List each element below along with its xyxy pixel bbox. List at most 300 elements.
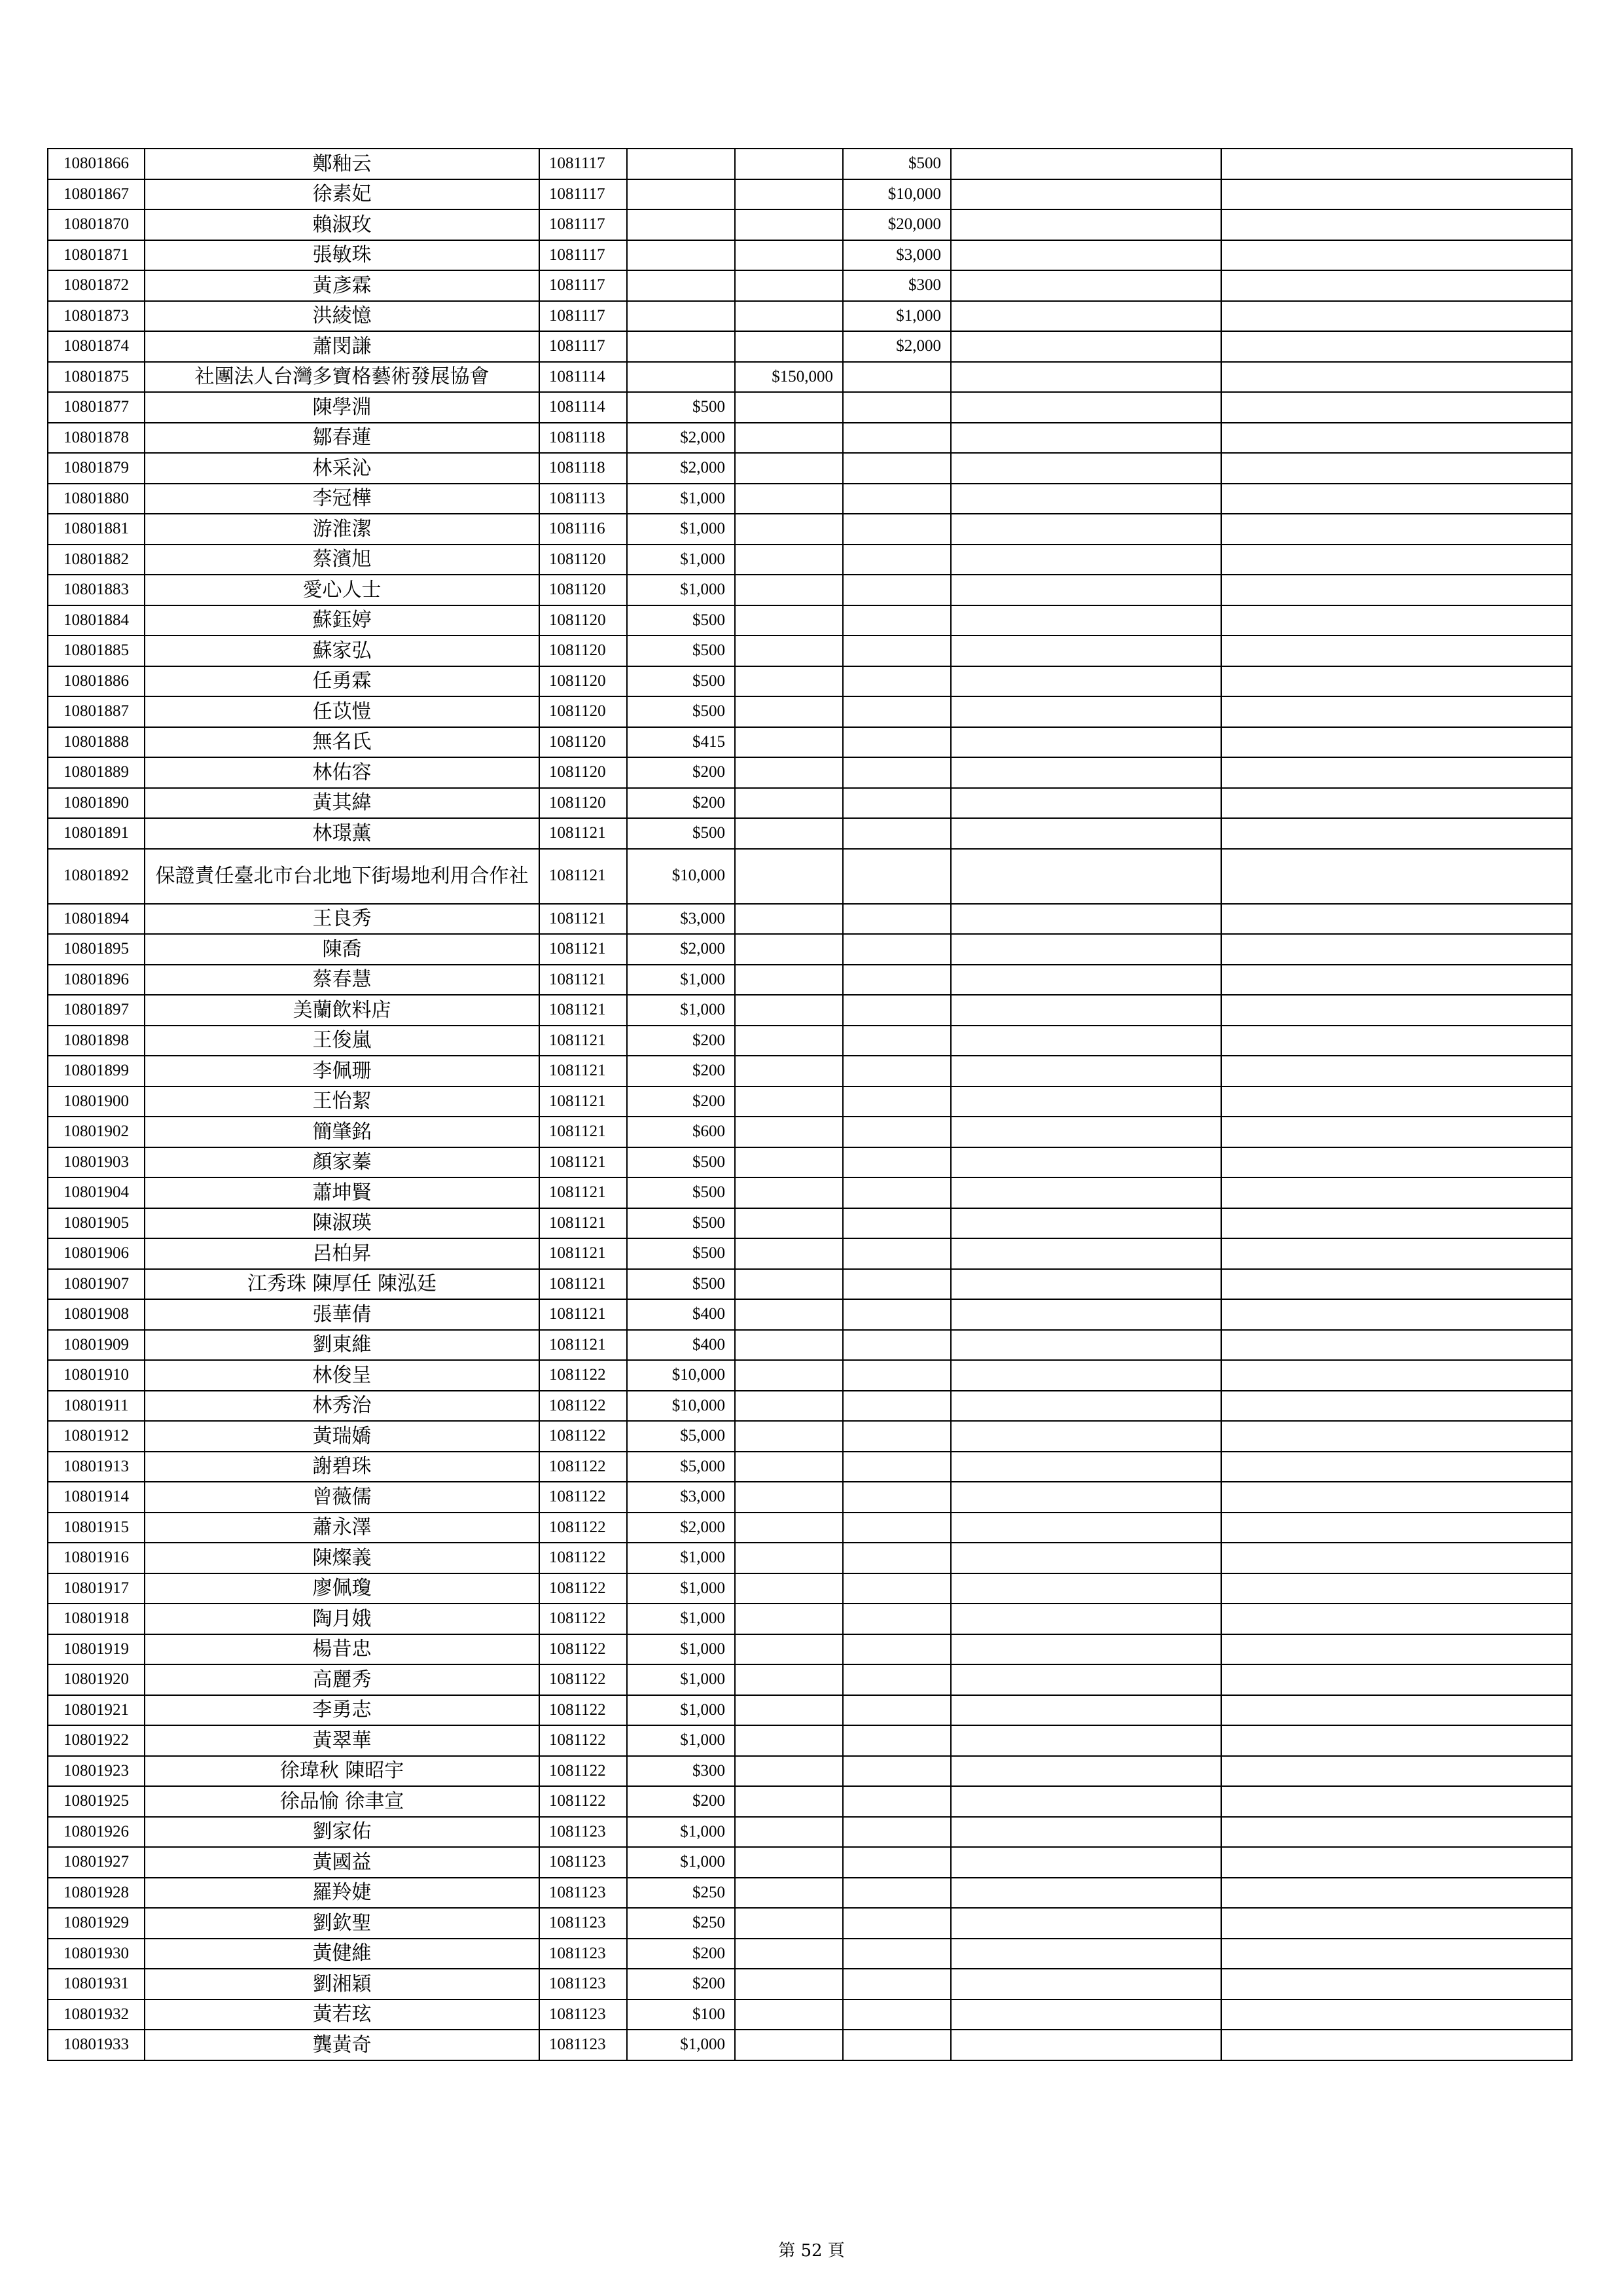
table-row xyxy=(48,1878,1572,1909)
remark-col1-cell xyxy=(951,1391,1221,1422)
remark-col1-cell xyxy=(951,788,1221,819)
remark-col1-cell xyxy=(951,301,1221,332)
amount-col3-cell xyxy=(843,1664,951,1695)
amount-col1-cell: $500 xyxy=(627,636,735,666)
donor-name-cell: 劉家佑 xyxy=(145,1817,539,1848)
remark-col2-cell xyxy=(1221,1299,1572,1330)
remark-col1-cell xyxy=(951,270,1221,301)
amount-col2-cell xyxy=(735,1177,843,1208)
amount-col1-cell: $200 xyxy=(627,1086,735,1117)
date-cell: 1081122 xyxy=(539,1513,627,1543)
donor-name-cell: 李佩珊 xyxy=(145,1056,539,1086)
remark-col2-cell xyxy=(1221,1786,1572,1817)
remark-col1-cell xyxy=(951,1664,1221,1695)
amount-col1-cell: $415 xyxy=(627,727,735,758)
remark-col2-cell xyxy=(1221,1208,1572,1239)
receipt-number-cell: 10801867 xyxy=(48,179,145,210)
amount-col2-cell xyxy=(735,1391,843,1422)
receipt-number-cell: 10801898 xyxy=(48,1026,145,1056)
date-cell: 1081123 xyxy=(539,1847,627,1878)
amount-col1-cell: $10,000 xyxy=(627,849,735,904)
amount-col1-cell xyxy=(627,179,735,210)
date-cell: 1081121 xyxy=(539,1117,627,1147)
receipt-number-cell: 10801890 xyxy=(48,788,145,819)
amount-col3-cell: $2,000 xyxy=(843,331,951,362)
remark-col2-cell xyxy=(1221,362,1572,393)
date-cell: 1081121 xyxy=(539,1238,627,1269)
remark-col1-cell xyxy=(951,818,1221,849)
donor-name-cell: 黃若玹 xyxy=(145,2000,539,2030)
date-cell: 1081117 xyxy=(539,270,627,301)
amount-col3-cell xyxy=(843,1725,951,1756)
amount-col3-cell xyxy=(843,636,951,666)
remark-col1-cell xyxy=(951,484,1221,514)
amount-col1-cell: $100 xyxy=(627,2000,735,2030)
amount-col1-cell: $300 xyxy=(627,1756,735,1787)
remark-col1-cell xyxy=(951,1299,1221,1330)
donor-name-cell: 陳喬 xyxy=(145,934,539,965)
table-row xyxy=(48,1664,1572,1695)
date-cell: 1081122 xyxy=(539,1634,627,1665)
donor-name-cell: 賴淑玫 xyxy=(145,209,539,240)
amount-col1-cell: $1,000 xyxy=(627,514,735,545)
table-row xyxy=(48,545,1572,575)
remark-col1-cell xyxy=(951,727,1221,758)
table-row xyxy=(48,849,1572,904)
amount-col3-cell xyxy=(843,1299,951,1330)
donor-name-cell: 徐瑋秋 陳昭宇 xyxy=(145,1756,539,1787)
amount-col2-cell xyxy=(735,904,843,935)
remark-col2-cell xyxy=(1221,636,1572,666)
remark-col2-cell xyxy=(1221,1269,1572,1300)
table-row xyxy=(48,484,1572,514)
remark-col1-cell xyxy=(951,1056,1221,1086)
receipt-number-cell: 10801891 xyxy=(48,818,145,849)
amount-col1-cell: $1,000 xyxy=(627,1664,735,1695)
remark-col2-cell xyxy=(1221,2000,1572,2030)
receipt-number-cell: 10801919 xyxy=(48,1634,145,1665)
date-cell: 1081123 xyxy=(539,1817,627,1848)
remark-col1-cell xyxy=(951,1939,1221,1969)
remark-col1-cell xyxy=(951,1847,1221,1878)
remark-col2-cell xyxy=(1221,788,1572,819)
remark-col2-cell xyxy=(1221,1573,1572,1604)
table-row xyxy=(48,423,1572,454)
amount-col3-cell xyxy=(843,1421,951,1452)
remark-col1-cell xyxy=(951,1177,1221,1208)
receipt-number-cell: 10801895 xyxy=(48,934,145,965)
amount-col3-cell xyxy=(843,1360,951,1391)
amount-col3-cell xyxy=(843,1786,951,1817)
table-row xyxy=(48,1573,1572,1604)
table-row xyxy=(48,1056,1572,1086)
donor-name-cell: 黃健維 xyxy=(145,1939,539,1969)
donor-name-cell: 林璟薰 xyxy=(145,818,539,849)
remark-col1-cell xyxy=(951,1878,1221,1909)
amount-col1-cell: $400 xyxy=(627,1330,735,1361)
receipt-number-cell: 10801897 xyxy=(48,995,145,1026)
amount-col1-cell: $250 xyxy=(627,1908,735,1939)
receipt-number-cell: 10801913 xyxy=(48,1452,145,1482)
remark-col1-cell xyxy=(951,1360,1221,1391)
amount-col2-cell xyxy=(735,331,843,362)
table-row xyxy=(48,605,1572,636)
remark-col2-cell xyxy=(1221,240,1572,271)
amount-col3-cell xyxy=(843,1756,951,1787)
remark-col1-cell xyxy=(951,1634,1221,1665)
amount-col2-cell xyxy=(735,1299,843,1330)
table-row xyxy=(48,1086,1572,1117)
remark-col1-cell xyxy=(951,2030,1221,2060)
amount-col1-cell: $250 xyxy=(627,1878,735,1909)
donor-name-cell: 蕭閔謙 xyxy=(145,331,539,362)
amount-col3-cell xyxy=(843,1117,951,1147)
receipt-number-cell: 10801904 xyxy=(48,1177,145,1208)
amount-col2-cell xyxy=(735,484,843,514)
date-cell: 1081123 xyxy=(539,2000,627,2030)
donor-name-cell: 無名氏 xyxy=(145,727,539,758)
remark-col2-cell xyxy=(1221,727,1572,758)
remark-col1-cell xyxy=(951,1817,1221,1848)
donor-name-cell: 林秀治 xyxy=(145,1391,539,1422)
donor-name-cell: 陳學淵 xyxy=(145,392,539,423)
receipt-number-cell: 10801909 xyxy=(48,1330,145,1361)
amount-col3-cell xyxy=(843,1604,951,1634)
table-row xyxy=(48,331,1572,362)
amount-col1-cell: $200 xyxy=(627,1056,735,1086)
amount-col2-cell xyxy=(735,995,843,1026)
donor-name-cell: 陶月娥 xyxy=(145,1604,539,1634)
amount-col2-cell xyxy=(735,1452,843,1482)
amount-col2-cell xyxy=(735,1056,843,1086)
donor-name-cell: 游淮潔 xyxy=(145,514,539,545)
table-row xyxy=(48,1299,1572,1330)
table-row xyxy=(48,1604,1572,1634)
donor-name-cell: 黃翠華 xyxy=(145,1725,539,1756)
date-cell: 1081121 xyxy=(539,818,627,849)
amount-col3-cell xyxy=(843,1939,951,1969)
table-row xyxy=(48,514,1572,545)
receipt-number-cell: 10801896 xyxy=(48,965,145,996)
date-cell: 1081121 xyxy=(539,1026,627,1056)
remark-col2-cell xyxy=(1221,270,1572,301)
remark-col2-cell xyxy=(1221,1969,1572,2000)
amount-col3-cell xyxy=(843,1147,951,1178)
remark-col1-cell xyxy=(951,1086,1221,1117)
date-cell: 1081120 xyxy=(539,605,627,636)
amount-col1-cell: $500 xyxy=(627,666,735,697)
amount-col3-cell xyxy=(843,1573,951,1604)
receipt-number-cell: 10801922 xyxy=(48,1725,145,1756)
amount-col2-cell xyxy=(735,1147,843,1178)
amount-col1-cell: $500 xyxy=(627,818,735,849)
remark-col2-cell xyxy=(1221,453,1572,484)
amount-col1-cell: $500 xyxy=(627,1269,735,1300)
table-row xyxy=(48,2030,1572,2060)
receipt-number-cell: 10801888 xyxy=(48,727,145,758)
donor-name-cell: 蕭永澤 xyxy=(145,1513,539,1543)
receipt-number-cell: 10801911 xyxy=(48,1391,145,1422)
table-row xyxy=(48,1421,1572,1452)
table-row xyxy=(48,1482,1572,1513)
table-row xyxy=(48,392,1572,423)
remark-col1-cell xyxy=(951,392,1221,423)
remark-col2-cell xyxy=(1221,1360,1572,1391)
remark-col1-cell xyxy=(951,636,1221,666)
table-row xyxy=(48,696,1572,727)
remark-col2-cell xyxy=(1221,1391,1572,1422)
remark-col2-cell xyxy=(1221,545,1572,575)
remark-col2-cell xyxy=(1221,818,1572,849)
amount-col1-cell: $200 xyxy=(627,788,735,819)
amount-col1-cell: $1,000 xyxy=(627,1573,735,1604)
remark-col2-cell xyxy=(1221,2030,1572,2060)
receipt-number-cell: 10801894 xyxy=(48,904,145,935)
receipt-number-cell: 10801903 xyxy=(48,1147,145,1178)
date-cell: 1081121 xyxy=(539,1330,627,1361)
date-cell: 1081121 xyxy=(539,995,627,1026)
amount-col2-cell: $150,000 xyxy=(735,362,843,393)
amount-col2-cell xyxy=(735,1208,843,1239)
receipt-number-cell: 10801882 xyxy=(48,545,145,575)
amount-col1-cell xyxy=(627,331,735,362)
remark-col2-cell xyxy=(1221,484,1572,514)
table-row xyxy=(48,301,1572,332)
remark-col2-cell xyxy=(1221,1117,1572,1147)
amount-col1-cell xyxy=(627,149,735,179)
table-row xyxy=(48,149,1572,179)
amount-col3-cell xyxy=(843,2000,951,2030)
amount-col2-cell xyxy=(735,757,843,788)
amount-col2-cell xyxy=(735,2000,843,2030)
amount-col1-cell: $1,000 xyxy=(627,1847,735,1878)
date-cell: 1081122 xyxy=(539,1786,627,1817)
amount-col3-cell xyxy=(843,788,951,819)
amount-col2-cell xyxy=(735,1634,843,1665)
date-cell: 1081121 xyxy=(539,1269,627,1300)
receipt-number-cell: 10801907 xyxy=(48,1269,145,1300)
amount-col3-cell xyxy=(843,1513,951,1543)
amount-col2-cell xyxy=(735,514,843,545)
donor-name-cell: 廖佩瓊 xyxy=(145,1573,539,1604)
receipt-number-cell: 10801915 xyxy=(48,1513,145,1543)
receipt-number-cell: 10801902 xyxy=(48,1117,145,1147)
donor-name-cell: 蔡春慧 xyxy=(145,965,539,996)
date-cell: 1081114 xyxy=(539,392,627,423)
amount-col1-cell: $3,000 xyxy=(627,1482,735,1513)
donor-name-cell: 呂柏昇 xyxy=(145,1238,539,1269)
table-row xyxy=(48,1238,1572,1269)
date-cell: 1081120 xyxy=(539,666,627,697)
table-row xyxy=(48,453,1572,484)
amount-col2-cell xyxy=(735,1939,843,1969)
table-row xyxy=(48,1513,1572,1543)
date-cell: 1081121 xyxy=(539,904,627,935)
remark-col2-cell xyxy=(1221,1604,1572,1634)
amount-col1-cell xyxy=(627,362,735,393)
receipt-number-cell: 10801886 xyxy=(48,666,145,697)
amount-col2-cell xyxy=(735,1664,843,1695)
amount-col1-cell: $1,000 xyxy=(627,1543,735,1573)
receipt-number-cell: 10801871 xyxy=(48,240,145,271)
table-row xyxy=(48,270,1572,301)
amount-col2-cell xyxy=(735,270,843,301)
amount-col1-cell: $500 xyxy=(627,1147,735,1178)
donor-name-cell: 龔黃奇 xyxy=(145,2030,539,2060)
amount-col1-cell: $1,000 xyxy=(627,1817,735,1848)
date-cell: 1081117 xyxy=(539,179,627,210)
remark-col2-cell xyxy=(1221,1908,1572,1939)
donor-name-cell: 保證責任臺北市台北地下街場地利用合作社 xyxy=(145,849,539,904)
remark-col2-cell xyxy=(1221,1086,1572,1117)
amount-col3-cell: $10,000 xyxy=(843,179,951,210)
remark-col1-cell xyxy=(951,1969,1221,2000)
remark-col1-cell xyxy=(951,362,1221,393)
remark-col2-cell xyxy=(1221,1452,1572,1482)
amount-col2-cell xyxy=(735,696,843,727)
table-row xyxy=(48,904,1572,935)
remark-col1-cell xyxy=(951,696,1221,727)
remark-col2-cell xyxy=(1221,1147,1572,1178)
donor-name-cell: 蔡濱旭 xyxy=(145,545,539,575)
amount-col1-cell: $500 xyxy=(627,605,735,636)
amount-col3-cell xyxy=(843,484,951,514)
table-row xyxy=(48,1208,1572,1239)
donor-name-cell: 王怡絜 xyxy=(145,1086,539,1117)
ledger-body xyxy=(48,149,1572,2060)
amount-col2-cell xyxy=(735,1908,843,1939)
date-cell: 1081121 xyxy=(539,934,627,965)
date-cell: 1081113 xyxy=(539,484,627,514)
amount-col2-cell xyxy=(735,666,843,697)
table-row xyxy=(48,1177,1572,1208)
amount-col3-cell xyxy=(843,1086,951,1117)
amount-col1-cell: $10,000 xyxy=(627,1391,735,1422)
amount-col3-cell xyxy=(843,575,951,605)
amount-col3-cell xyxy=(843,453,951,484)
amount-col2-cell xyxy=(735,1543,843,1573)
amount-col3-cell xyxy=(843,818,951,849)
donor-name-cell: 謝碧珠 xyxy=(145,1452,539,1482)
remark-col2-cell xyxy=(1221,301,1572,332)
table-row xyxy=(48,1908,1572,1939)
remark-col2-cell xyxy=(1221,1330,1572,1361)
donor-name-cell: 李冠樺 xyxy=(145,484,539,514)
amount-col2-cell xyxy=(735,545,843,575)
amount-col1-cell: $500 xyxy=(627,1177,735,1208)
date-cell: 1081123 xyxy=(539,1908,627,1939)
remark-col1-cell xyxy=(951,179,1221,210)
amount-col1-cell: $1,000 xyxy=(627,545,735,575)
remark-col2-cell xyxy=(1221,1026,1572,1056)
table-row xyxy=(48,1695,1572,1726)
remark-col1-cell xyxy=(951,1513,1221,1543)
amount-col3-cell xyxy=(843,1269,951,1300)
remark-col1-cell xyxy=(951,1452,1221,1482)
receipt-number-cell: 10801928 xyxy=(48,1878,145,1909)
amount-col2-cell xyxy=(735,636,843,666)
receipt-number-cell: 10801914 xyxy=(48,1482,145,1513)
amount-col1-cell: $10,000 xyxy=(627,1360,735,1391)
amount-col1-cell: $1,000 xyxy=(627,1725,735,1756)
amount-col3-cell xyxy=(843,1908,951,1939)
amount-col2-cell xyxy=(735,1878,843,1909)
remark-col1-cell xyxy=(951,965,1221,996)
remark-col2-cell xyxy=(1221,1756,1572,1787)
remark-col2-cell xyxy=(1221,1177,1572,1208)
remark-col1-cell xyxy=(951,605,1221,636)
remark-col2-cell xyxy=(1221,179,1572,210)
amount-col2-cell xyxy=(735,1238,843,1269)
table-row xyxy=(48,1725,1572,1756)
amount-col2-cell xyxy=(735,1026,843,1056)
receipt-number-cell: 10801908 xyxy=(48,1299,145,1330)
receipt-number-cell: 10801885 xyxy=(48,636,145,666)
remark-col1-cell xyxy=(951,904,1221,935)
remark-col1-cell xyxy=(951,1756,1221,1787)
receipt-number-cell: 10801874 xyxy=(48,331,145,362)
amount-col1-cell xyxy=(627,270,735,301)
donor-name-cell: 王良秀 xyxy=(145,904,539,935)
donor-name-cell: 美蘭飲料店 xyxy=(145,995,539,1026)
amount-col1-cell: $500 xyxy=(627,696,735,727)
receipt-number-cell: 10801883 xyxy=(48,575,145,605)
donor-name-cell: 蘇鈺婷 xyxy=(145,605,539,636)
receipt-number-cell: 10801926 xyxy=(48,1817,145,1848)
receipt-number-cell: 10801899 xyxy=(48,1056,145,1086)
date-cell: 1081122 xyxy=(539,1695,627,1726)
donor-name-cell: 黃彥霖 xyxy=(145,270,539,301)
receipt-number-cell: 10801906 xyxy=(48,1238,145,1269)
table-row xyxy=(48,788,1572,819)
remark-col1-cell xyxy=(951,149,1221,179)
date-cell: 1081117 xyxy=(539,301,627,332)
remark-col2-cell xyxy=(1221,209,1572,240)
date-cell: 1081121 xyxy=(539,1299,627,1330)
receipt-number-cell: 10801870 xyxy=(48,209,145,240)
date-cell: 1081116 xyxy=(539,514,627,545)
date-cell: 1081117 xyxy=(539,331,627,362)
amount-col3-cell xyxy=(843,1056,951,1086)
receipt-number-cell: 10801887 xyxy=(48,696,145,727)
amount-col1-cell: $500 xyxy=(627,1208,735,1239)
receipt-number-cell: 10801873 xyxy=(48,301,145,332)
table-row xyxy=(48,1269,1572,1300)
table-row xyxy=(48,1117,1572,1147)
table-row xyxy=(48,1147,1572,1178)
amount-col1-cell: $400 xyxy=(627,1299,735,1330)
date-cell: 1081120 xyxy=(539,636,627,666)
amount-col1-cell xyxy=(627,209,735,240)
amount-col3-cell: $20,000 xyxy=(843,209,951,240)
date-cell: 1081121 xyxy=(539,1056,627,1086)
date-cell: 1081121 xyxy=(539,1177,627,1208)
remark-col2-cell xyxy=(1221,605,1572,636)
amount-col2-cell xyxy=(735,788,843,819)
remark-col1-cell xyxy=(951,331,1221,362)
remark-col2-cell xyxy=(1221,1543,1572,1573)
remark-col1-cell xyxy=(951,1208,1221,1239)
table-row xyxy=(48,575,1572,605)
amount-col2-cell xyxy=(735,1086,843,1117)
date-cell: 1081117 xyxy=(539,209,627,240)
donor-name-cell: 徐素妃 xyxy=(145,179,539,210)
remark-col1-cell xyxy=(951,1482,1221,1513)
amount-col2-cell xyxy=(735,1421,843,1452)
date-cell: 1081121 xyxy=(539,849,627,904)
date-cell: 1081120 xyxy=(539,788,627,819)
remark-col1-cell xyxy=(951,1269,1221,1300)
